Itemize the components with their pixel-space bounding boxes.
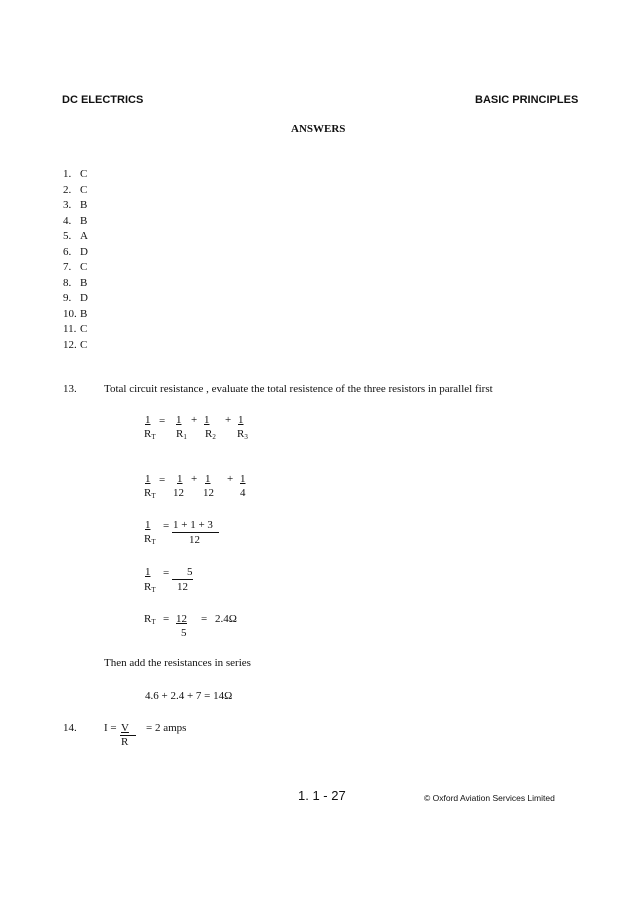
page-number: 1. 1 - 27 bbox=[298, 788, 346, 803]
fraction-denominator: $R_2$ bbox=[205, 428, 216, 441]
list-item: 1. C bbox=[63, 168, 88, 180]
series-text: Then add the resistances in series bbox=[104, 657, 251, 669]
fraction-numerator: 1 bbox=[145, 414, 151, 426]
list-item: 4. B bbox=[63, 214, 88, 227]
list-item: 5. A bbox=[63, 230, 88, 242]
fraction-numerator: 1 bbox=[145, 519, 151, 531]
equals-sign: = bbox=[163, 613, 170, 625]
fraction-denominator: $R_T$ bbox=[144, 428, 156, 441]
list-item: 2. C bbox=[63, 183, 88, 196]
fraction-numerator: 1 bbox=[205, 473, 211, 485]
fraction-denominator: $R_3$ bbox=[237, 428, 248, 441]
equals-sign: = bbox=[163, 520, 170, 532]
fraction-numerator: 1 bbox=[238, 414, 244, 426]
question-13-intro: Total circuit resistance , evaluate the total resistence of the three resistors in parallel first bbox=[104, 383, 493, 395]
page-title: ANSWERS bbox=[291, 123, 346, 135]
equals-sign: = bbox=[159, 415, 166, 427]
copyright: © Oxford Aviation Services Limited bbox=[424, 793, 555, 803]
fraction-bar bbox=[172, 579, 193, 580]
plus-sign: + bbox=[191, 473, 198, 485]
plus-sign: + bbox=[191, 414, 198, 426]
header-left: DC ELECTRICS bbox=[62, 94, 144, 106]
fraction-numerator: 1 bbox=[177, 473, 183, 485]
fraction-denominator: 12 bbox=[173, 487, 184, 499]
list-item: 12. C bbox=[63, 338, 88, 351]
fraction-denominator: 12 bbox=[203, 487, 214, 499]
series-equation: 4.6 + 2.4 + 7 = 14Ω bbox=[145, 690, 233, 702]
fraction-numerator: 5 bbox=[187, 566, 193, 578]
fraction-denominator: R bbox=[121, 736, 129, 748]
equation-lhs: $R_T$ bbox=[144, 613, 156, 626]
fraction-numerator: 1 bbox=[145, 473, 151, 485]
equation-result: = 2 amps bbox=[146, 722, 187, 734]
fraction-bar bbox=[172, 532, 219, 533]
plus-sign: + bbox=[227, 473, 234, 485]
equation-result: 2.4Ω bbox=[215, 613, 237, 625]
equals-sign: = bbox=[201, 613, 208, 625]
list-item: 11. C bbox=[63, 323, 88, 335]
question-13-number: 13. bbox=[63, 383, 77, 395]
fraction-denominator: 12 bbox=[189, 534, 200, 546]
fraction-denominator: $R_T$ bbox=[144, 533, 156, 546]
fraction-denominator: 5 bbox=[181, 627, 187, 639]
list-item: 8. B bbox=[63, 276, 88, 289]
fraction-numerator: 12 bbox=[176, 613, 187, 625]
list-item: 9. D bbox=[63, 292, 88, 304]
equals-sign: = bbox=[159, 474, 166, 486]
fraction-numerator: 1 bbox=[176, 414, 182, 426]
plus-sign: + bbox=[225, 414, 232, 426]
list-item: 7. C bbox=[63, 261, 88, 273]
equation-lhs: I = bbox=[104, 722, 117, 734]
answer-list bbox=[63, 167, 88, 353]
fraction-denominator: $R_T$ bbox=[144, 581, 156, 594]
fraction-numerator: 1 bbox=[240, 473, 246, 485]
list-item: 10. B bbox=[63, 307, 88, 320]
fraction-numerator: V bbox=[121, 722, 129, 734]
question-14-number: 14. bbox=[63, 722, 77, 734]
fraction-denominator: $R_1$ bbox=[176, 428, 187, 441]
fraction-denominator: 4 bbox=[240, 487, 246, 499]
fraction-denominator: $R_T$ bbox=[144, 487, 156, 500]
fraction-denominator: 12 bbox=[177, 581, 188, 593]
fraction-numerator: 1 bbox=[145, 566, 151, 578]
list-item: 6. D bbox=[63, 245, 88, 258]
equals-sign: = bbox=[163, 567, 170, 579]
list-item: 3. B bbox=[63, 199, 88, 211]
fraction-numerator: 1 bbox=[204, 414, 210, 426]
fraction-numerator: 1 + 1 + 3 bbox=[173, 519, 213, 531]
header-right: BASIC PRINCIPLES bbox=[475, 94, 579, 106]
